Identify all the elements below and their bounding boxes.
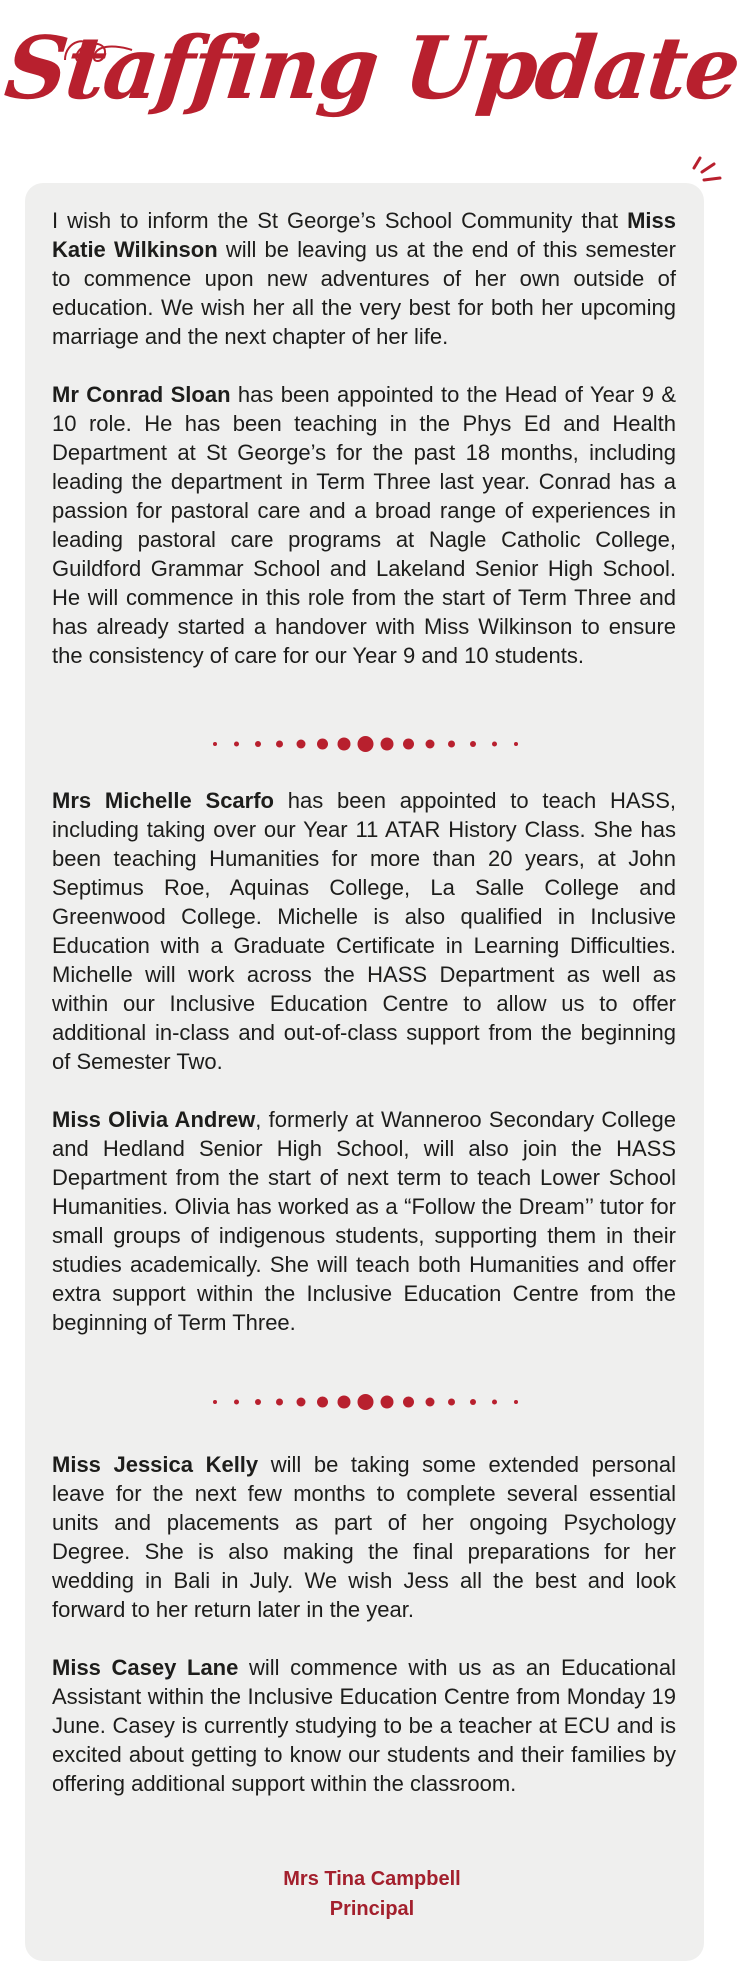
article-body (52, 206, 676, 670)
page-title: Staffing Update (0, 18, 744, 119)
signature-role: Principal (329, 1898, 415, 1920)
divider-dot (426, 1398, 435, 1407)
divider-dot (381, 1396, 394, 1409)
divider-dot (358, 736, 374, 752)
divider-dot (514, 742, 518, 746)
signature-name: Mrs Tina Campbell (283, 1868, 461, 1890)
paragraph-text: will commence with us as an Educational Assistant within the Inclusive Education Centre from Monday 19 June. Casey is currently studying to be a teacher at ECU and is excited about getting to know our students and their families by offering additional support within the classroom. (52, 1655, 676, 1796)
burst-ornament-icon (690, 150, 726, 186)
divider-dot (297, 1398, 306, 1407)
dot-divider (0, 734, 744, 754)
paragraph-text: , formerly at Wanneroo Secondary College and Hedland Senior High School, will also join the HASS Department from the start of next term to teach Lower School Humanities. Olivia has worked as a “Follow the Dream’’ tutor for small groups of indigenous students, supporting them in their studies academically. She will teach both Humanities and offer extra support within the Inclusive Education Centre from the beginning of Term Three. (52, 1107, 676, 1335)
divider-dot (358, 1394, 374, 1410)
paragraph-sloan (52, 380, 676, 670)
staff-name: Miss Olivia Andrew (52, 1107, 256, 1132)
paragraph-scarfo (52, 786, 676, 1076)
paragraph-kelly (52, 1450, 676, 1624)
divider-dot (403, 739, 414, 750)
divider-dot (234, 1400, 239, 1405)
divider-dot (234, 742, 239, 747)
article-body-2 (52, 786, 676, 1337)
intro-text: I wish to inform the St George’s School Community that (52, 208, 628, 233)
paragraph-lane (52, 1653, 676, 1798)
divider-dot (317, 739, 328, 750)
staff-name: Mrs Michelle Scarfo (52, 788, 274, 813)
divider-dot (381, 738, 394, 751)
divider-dot (213, 742, 217, 746)
divider-dot (276, 741, 283, 748)
paragraph-text: has been appointed to teach HASS, including taking over our Year 11 ATAR History Class. She has been teaching Humanities for more than 20 years, at John Septimus Roe, Aquinas College, La Salle College and Greenwood College. Michelle is also qualified in Inclusive Education with a Graduate Certificate in Learning Difficulties. Michelle will work across the HASS Department as well as within our Inclusive Education Centre to allow us to offer additional in-class and out-of-class support from the beginning of Semester Two. (52, 788, 676, 1074)
signature-block (0, 1864, 744, 1924)
paragraph-text: has been appointed to the Head of Year 9 & 10 role. He has been teaching in the Phys Ed and Health Department at St George’s for the past 18 months, including leading the department in Term Three last year. Conrad has a passion for pastoral care and a broad range of experiences in leading pastoral care programs at Nagle Catholic College, Guildford Grammar School and Lakeland Senior High School. He will commence in this role from the start of Term Three and has already started a handover with Miss Wilkinson to ensure the consistency of care for our Year 9 and 10 students. (52, 382, 676, 668)
divider-dot (426, 740, 435, 749)
divider-dot (317, 1397, 328, 1408)
divider-dot (492, 742, 497, 747)
divider-dot (297, 740, 306, 749)
divider-dot (470, 741, 476, 747)
paragraph-text: will be taking some extended personal leave for the next few months to complete several essential units and placements as part of her ongoing Psychology Degree. She is also making the final preparations for her wedding in Bali in July. We wish Jess all the best and look forward to her return later in the year. (52, 1452, 676, 1622)
divider-dot (338, 1396, 351, 1409)
staff-name: Mr Conrad Sloan (52, 382, 231, 407)
divider-dot (213, 1400, 217, 1404)
staff-name: Miss Jessica Kelly (52, 1452, 259, 1477)
staff-name: Miss Casey Lane (52, 1655, 239, 1680)
divider-dot (448, 1399, 455, 1406)
divider-dot (470, 1399, 476, 1405)
divider-dot (492, 1400, 497, 1405)
divider-dot (338, 738, 351, 751)
divider-dot (448, 741, 455, 748)
dot-divider (0, 1392, 744, 1412)
divider-dot (255, 1399, 261, 1405)
paragraph-andrew (52, 1105, 676, 1337)
divider-dot (276, 1399, 283, 1406)
staff-name: Miss Katie Wilkinson (52, 208, 676, 262)
article-body-3 (52, 1450, 676, 1798)
divider-dot (514, 1400, 518, 1404)
divider-dot (403, 1397, 414, 1408)
header (0, 0, 744, 180)
divider-dot (255, 741, 261, 747)
paragraph-text: will be leaving us at the end of this semester to commence upon new adventures of her own outside of education. We wish her all the very best for both her upcoming marriage and the next chapter of her life. (52, 237, 676, 349)
paragraph-wilkinson (52, 206, 676, 351)
